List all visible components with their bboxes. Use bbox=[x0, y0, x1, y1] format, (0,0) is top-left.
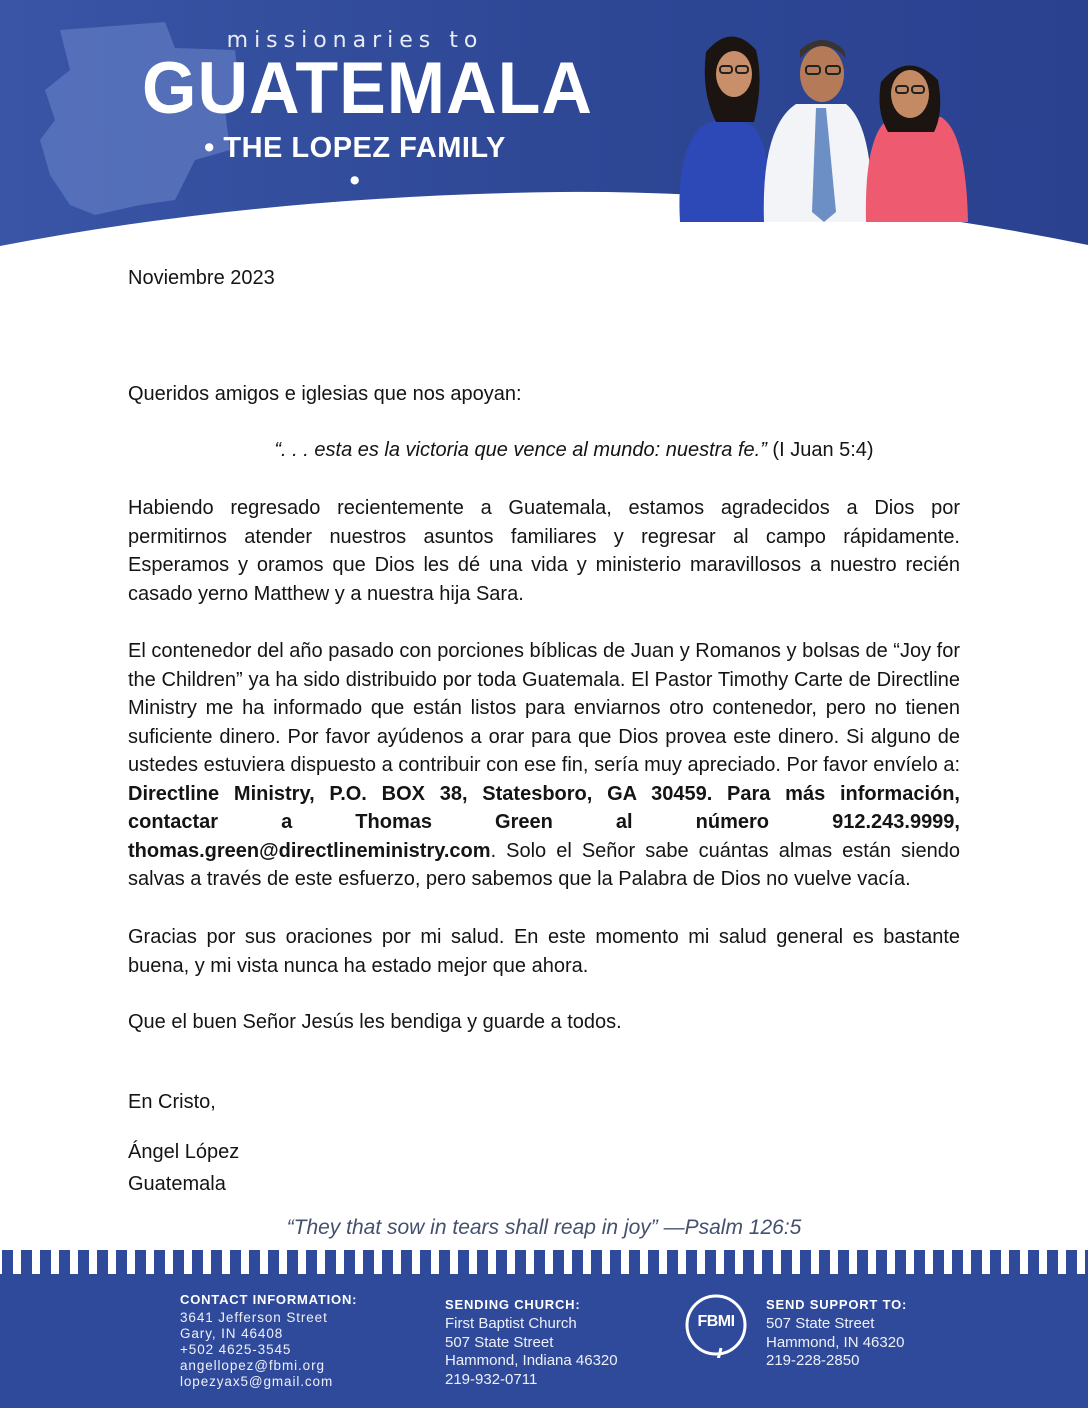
psalm-quote: “They that sow in tears shall reap in joy” —Psalm 126:5 bbox=[286, 1216, 802, 1239]
decorative-stripe-band bbox=[0, 1248, 1088, 1274]
brand-family-name: • THE LOPEZ FAMILY • bbox=[204, 132, 506, 197]
contact-information bbox=[180, 1292, 357, 1390]
paragraph-health: Gracias por sus oraciones por mi salud. En este momento mi salud general es bastante buena, y mi vista nunca ha estado mejor que ahora. bbox=[128, 926, 960, 977]
contact-phone: +502 4625-3545 bbox=[180, 1342, 292, 1357]
brand-title: GUATEMALA bbox=[142, 47, 593, 129]
paragraph-return: Habiendo regresado recientemente a Guatemala, estamos agradecidos a Dios por permitirnos atender nuestros asuntos familiares y regresar al campo rápidamente. Esperamos y oramos que Dios les dé una vida y ministerio maravillosos a nuestro recién casado yerno Matthew y a nuestra hija Sara. bbox=[128, 497, 960, 605]
church-city: Hammond, Indiana 46320 bbox=[445, 1352, 618, 1369]
support-address: 507 State Street bbox=[766, 1315, 875, 1332]
family-photo bbox=[676, 22, 976, 222]
contact-email-fbmi: angellopez@fbmi.org bbox=[180, 1358, 325, 1373]
support-phone: 219-228-2850 bbox=[766, 1352, 860, 1369]
contact-city: Gary, IN 46408 bbox=[180, 1326, 284, 1341]
church-name: First Baptist Church bbox=[445, 1315, 577, 1332]
send-support bbox=[766, 1297, 907, 1371]
paragraph-container bbox=[128, 637, 960, 894]
verse-text: “. . . esta es la victoria que vence al mundo: nuestra fe.” bbox=[274, 439, 767, 461]
brand-tagline: missionaries to bbox=[226, 28, 484, 53]
signature-place: Guatemala bbox=[128, 1173, 226, 1195]
contact-email-gmail: lopezyax5@gmail.com bbox=[180, 1374, 334, 1389]
verse-reference: (I Juan 5:4) bbox=[766, 439, 874, 461]
church-address: 507 State Street bbox=[445, 1333, 554, 1351]
paragraph-container-end: . Solo el Señor sabe cuántas almas están siendo salvas a través de este esfuerzo, pero sabemos que la Palabra de Dios no vuelve vacía. bbox=[128, 839, 960, 890]
church-phone: 219-932-0711 bbox=[445, 1370, 538, 1388]
support-heading: SEND SUPPORT TO: bbox=[766, 1297, 908, 1312]
support-city: Hammond, IN 46320 bbox=[766, 1333, 905, 1351]
church-heading: SENDING CHURCH: bbox=[445, 1297, 581, 1312]
letter-closing: En Cristo, bbox=[128, 1091, 216, 1113]
contact-address: 3641 Jefferson Street bbox=[180, 1310, 328, 1325]
bible-verse bbox=[128, 436, 960, 465]
letterhead-header bbox=[0, 0, 1088, 300]
fbmi-logo-text: FBMI bbox=[697, 1313, 735, 1330]
paragraph-container-text: El contenedor del año pasado con porciones bíblicas de Juan y Romanos y bolsas de “Joy for the Children” ya ha sido distribuido por toda Guatemala. El Pastor Timothy Carte de Directline Ministry me ha informado que están listos para enviarnos otro contenedor, pero no tienen suficiente dinero. Por favor ayúdenos a orar para que Dios provea este dinero. Si alguno de ustedes estuviera dispuesto a contribuir con ese fin, sería muy apreciado. Por favor envíelo a: bbox=[128, 640, 960, 776]
sending-church bbox=[445, 1297, 618, 1389]
paragraph-blessing: Que el buen Señor Jesús les bendiga y guarde a todos. bbox=[128, 1011, 622, 1033]
donation-address: Directline Ministry, P.O. BOX 38, Statesboro, GA 30459. Para más información, contactar a Thomas Green al número 912.243.9999, thomas.green@directlineministry.com bbox=[128, 782, 960, 862]
letter-greeting: Queridos amigos e iglesias que nos apoyan: bbox=[128, 383, 522, 405]
signature-name: Ángel López bbox=[128, 1141, 240, 1163]
letter-date: Noviembre 2023 bbox=[128, 267, 275, 289]
contact-heading: CONTACT INFORMATION: bbox=[180, 1292, 358, 1307]
